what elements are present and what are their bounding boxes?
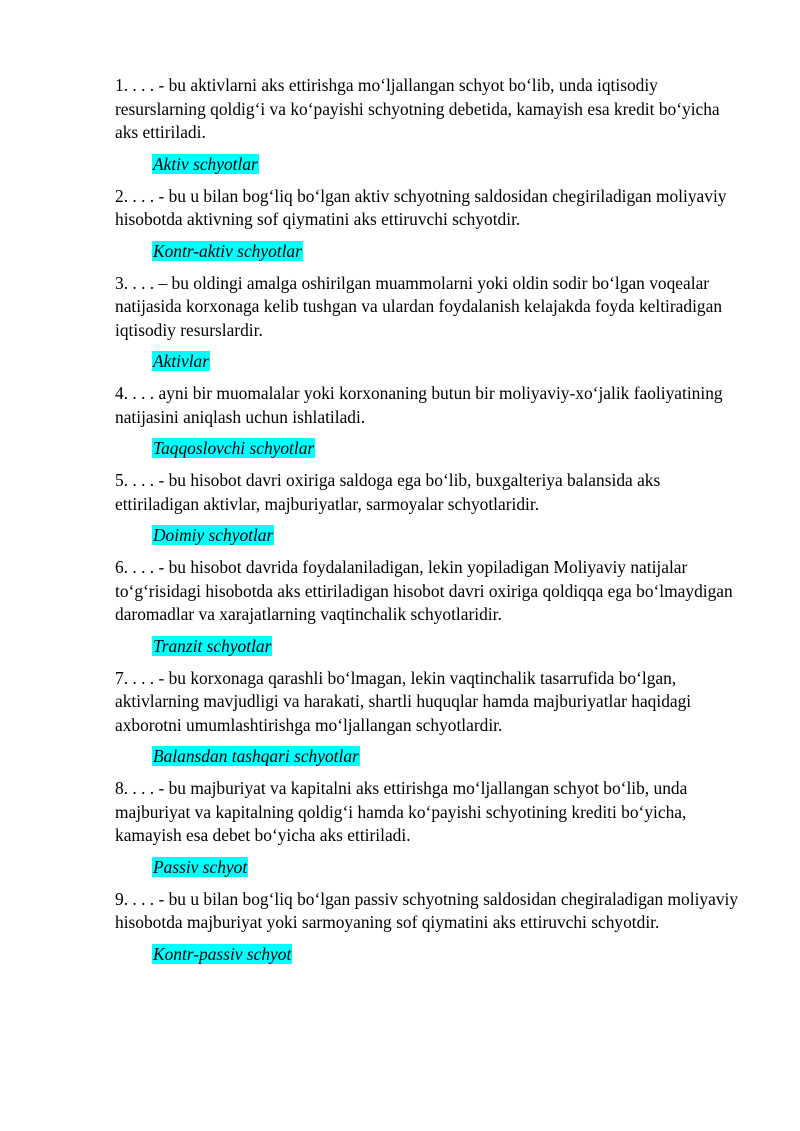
question-6: 6. . . . - bu hisobot davrida foydalaniladigan, lekin yopiladigan Moliyaviy natijalar to‘g‘risidagi hisobotda aks ettiriladigan hisobot davri oxiriga qoldiqqa ega bo‘lmaydigan daromadlar va xarajatlarning vaqtinchalik schyotlaridir. [115,557,733,624]
document-page [115,74,745,975]
answer-3: Aktivlar [153,351,210,371]
answer-5: Doimiy schyotlar [153,525,274,545]
question-2: 2. . . . - bu u bilan bog‘liq bo‘lgan aktiv schyotning saldosidan chegiriladigan moliyaviy hisobotda aktivning sof qiymatini aks ettiruvchi schyotdir. [115,185,727,229]
answer-line-6 [152,635,745,659]
answer-8: Passiv schyot [153,856,248,877]
answer-2: Kontr-aktiv schyotlar [153,240,302,261]
answer-line-9 [152,943,745,967]
question-4: 4. . . . ayni bir muomalalar yoki korxonaning butun bir moliyaviy-xo‘jalik faoliyatining natijasini aniqlash uchun ishlatiladi. [115,383,723,427]
answer-1: Aktiv schyotlar [153,153,258,174]
answer-7: Balansdan tashqari schyotlar [153,746,359,766]
answer-6: Tranzit schyotlar [153,635,272,656]
answer-line-3 [152,350,745,374]
question-5: 5. . . . - bu hisobot davri oxiriga saldoga ega bo‘lib, buxgalteriya balansida aks ettiriladigan aktivlar, majburiyatlar, sarmoyalar schyotlaridir. [115,470,661,514]
question-7: 7. . . . - bu korxonaga qarashli bo‘lmagan, lekin vaqtinchalik tasarrufida bo‘lgan, aktivlarning mavjudligi va harakati, shartli huquqlar hamda majburiyatlar haqidagi axborotni umumlashtirishga mo‘ljallangan schyotlardir. [115,667,692,735]
answer-line-1 [152,153,745,177]
answer-line-7 [152,745,745,769]
answer-line-8 [152,856,745,880]
answer-9: Kontr-passiv schyot [153,943,292,964]
answer-line-2 [152,240,745,264]
question-8: 8. . . . - bu majburiyat va kapitalni aks ettirishga mo‘ljallangan schyot bo‘lib, unda majburiyat va kapitalning qoldig‘i hamda ko‘payishi schyotining krediti bo‘yicha, kamayish esa debet bo‘yicha aks ettiriladi. [115,778,688,845]
question-1: 1. . . . - bu aktivlarni aks ettirishga mo‘ljallangan schyot bo‘lib, unda iqtisodiy resurslarning qoldig‘i va ko‘payishi schyotning debetida, kamayish esa kredit bo‘yicha aks ettiriladi. [115,75,720,142]
question-9: 9. . . . - bu u bilan bog‘liq bo‘lgan passiv schyotning saldosidan chegiraladigan moliyaviy hisobotda majburiyat yoki sarmoyaning sof qiymatini aks ettiruvchi schyotdir. [115,888,739,932]
answer-line-5 [152,524,745,548]
question-3: 3. . . . – bu oldingi amalga oshirilgan muammolarni yoki oldin sodir bo‘lgan voqealar natijasida korxonaga kelib tushgan va ulardan foydalanish kelajakda foyda keltiradigan iqtisodiy resurslardir. [115,272,723,340]
answer-line-4 [152,437,745,461]
answer-4: Taqqoslovchi schyotlar [153,438,315,458]
